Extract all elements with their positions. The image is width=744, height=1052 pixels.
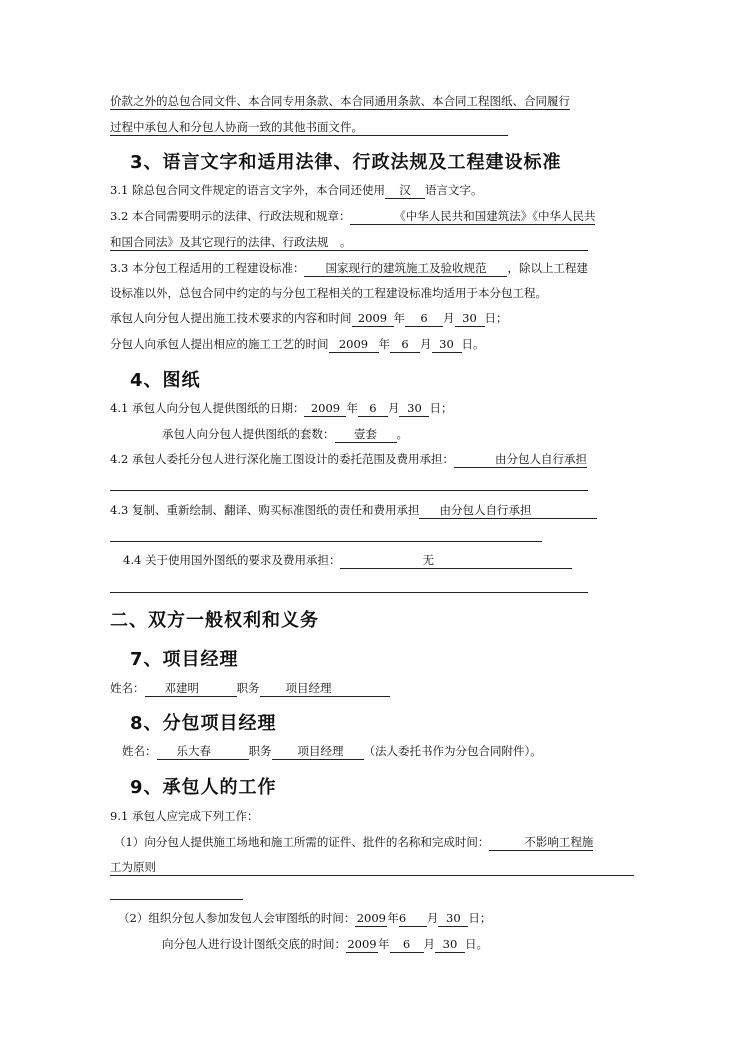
manager-title-field: 项目经理 xyxy=(260,681,390,697)
clause-9-1: 9.1 承包人应完成下列工作： xyxy=(110,809,259,823)
drawing-sets-field: 壹套 xyxy=(335,427,397,443)
sub-manager-name-field: 乐大春 xyxy=(157,744,249,760)
year-unit: 年 xyxy=(393,311,405,325)
day-unit: 日； xyxy=(484,311,508,325)
day-unit: 日。 xyxy=(461,337,485,351)
standards-field: 国家现行的建筑施工及验收规范 xyxy=(304,261,507,277)
clause-4-4-label: 4.4 关于使用国外图纸的要求及费用承担： xyxy=(123,553,341,567)
process-date-label: 分包人向承包人提出相应的施工工艺的时间 xyxy=(110,337,329,351)
clause-3-3-label: 3.3 本分包工程适用的工程建设标准： xyxy=(110,261,305,275)
day-unit: 日； xyxy=(429,401,453,415)
process-date xyxy=(110,336,485,353)
clause-3-1-suffix: 语言文字。 xyxy=(424,183,483,197)
clause-3-3-line2: 设标准以外，总包合同中约定的与分包工程相关的工程建设标准均适用于本分包工程。 xyxy=(110,286,547,300)
clause-3-2 xyxy=(110,208,595,225)
month-unit: 月 xyxy=(443,311,455,325)
drawing-sets xyxy=(162,426,408,443)
clause-3-2-label: 3.2 本合同需要明示的法律、行政法规和规章： xyxy=(110,209,351,223)
clause-4-2-label: 4.2 承包人委托分包人进行深化施工图设计的委托范围及费用承担： xyxy=(110,452,454,466)
clause-3-3 xyxy=(110,260,588,277)
year-unit: 年 xyxy=(378,937,390,951)
day-unit: 日； xyxy=(468,911,492,925)
copy-cost-field: 由分包人自行承担 xyxy=(419,503,597,519)
item-1-label: （1）向分包人提供施工场地和施工所需的证件、批件的名称和完成时间： xyxy=(114,835,490,849)
blank-line xyxy=(110,541,542,542)
name-label: 姓名： xyxy=(122,744,157,758)
language-field: 汉 xyxy=(385,183,425,199)
year-unit: 年 xyxy=(378,337,390,351)
month-field: 6 xyxy=(405,311,443,327)
clause-4-1-label: 4.1 承包人向分包人提供图纸的日期： xyxy=(110,401,305,415)
month-unit: 月 xyxy=(423,937,435,951)
day-unit: 日。 xyxy=(465,937,488,951)
sub-manager-note: （法人委托书作为分包合同附件）。 xyxy=(363,744,542,758)
year-field: 2009 xyxy=(356,911,386,925)
day-field: 30 xyxy=(438,911,468,927)
item-1-cont xyxy=(110,859,634,876)
blank-line xyxy=(110,490,588,491)
year-field: 2009 xyxy=(304,401,346,417)
intro-line-2 xyxy=(110,119,508,136)
year-unit: 年 xyxy=(387,911,399,925)
clause-3-1 xyxy=(110,182,482,199)
month-unit: 月 xyxy=(387,401,400,415)
title-label: 职务 xyxy=(248,744,272,758)
month-field: 6 xyxy=(399,911,427,927)
day-field: 30 xyxy=(399,401,429,417)
section-4-heading: 4、图纸 xyxy=(130,370,201,391)
item-1-field-cont: 工为原则 xyxy=(110,860,634,876)
year-field: 2009 xyxy=(347,937,377,951)
section-9-heading: 9、承包人的工作 xyxy=(130,777,277,798)
month-field: 6 xyxy=(358,401,388,417)
name-label: 姓名： xyxy=(110,681,145,695)
day-field: 30 xyxy=(455,311,485,327)
section-8-heading: 8、分包项目经理 xyxy=(130,713,277,734)
footnote-separator xyxy=(110,899,243,900)
month-field: 6 xyxy=(390,337,420,353)
drawing-sets-label: 承包人向分包人提供图纸的套数： xyxy=(162,427,335,441)
clause-3-1-label: 3.1 除总包合同文件规定的语言文字外，本合同还使用 xyxy=(110,183,385,197)
intro-text-1: 价款之外的总包合同文件、本合同专用条款、本合同通用条款、本合同工程图纸、合同履行 xyxy=(110,94,570,108)
title-label: 职务 xyxy=(236,681,260,695)
intro-line-1 xyxy=(110,93,570,110)
year-field: 2009 xyxy=(352,311,394,327)
part-2-heading: 二、双方一般权利和义务 xyxy=(110,610,319,631)
intro-text-2: 过程中承包人和分包人协商一致的其他书面文件。 xyxy=(110,120,508,136)
clause-4-1 xyxy=(110,400,452,417)
section-3-heading: 3、语言文字和适用法律、行政法规及工程建设标准 xyxy=(130,152,562,173)
month-field: 6 xyxy=(390,937,424,953)
sub-manager-title-field: 项目经理 xyxy=(272,744,364,760)
clause-3-2-cont xyxy=(110,234,588,251)
laws-field-1: 《中华人民共和国建筑法》《中华人民共 xyxy=(350,209,595,225)
project-manager xyxy=(110,680,390,697)
section-7-heading: 7、项目经理 xyxy=(130,649,239,670)
day-field: 30 xyxy=(432,337,462,353)
tech-requirement-date xyxy=(110,310,508,327)
year-field: 2009 xyxy=(329,337,379,353)
clause-4-4 xyxy=(123,552,572,569)
foreign-drawings-field: 无 xyxy=(340,553,572,569)
day-field: 30 xyxy=(435,937,465,953)
month-unit: 月 xyxy=(426,911,439,925)
tech-requirement-label: 承包人向分包人提出施工技术要求的内容和时间 xyxy=(110,311,352,325)
manager-name-field: 邓建明 xyxy=(145,681,237,697)
design-cost-field: 由分包人自行承担 xyxy=(454,452,587,468)
item-2-label: （2）组织分包人参加发包人会审图纸的时间： xyxy=(118,911,356,925)
drawing-sets-suffix: 。 xyxy=(396,427,408,441)
item-1-field: 不影响工程施 xyxy=(489,835,593,851)
item-2b-label: 向分包人进行设计图纸交底的时间： xyxy=(162,937,346,951)
clause-4-3-label: 4.3 复制、重新绘制、翻译、购买标准图纸的责任和费用承担 xyxy=(110,503,420,517)
blank-line xyxy=(110,592,588,593)
clause-3-3-suffix: ，除以上工程建 xyxy=(507,261,588,275)
item-2 xyxy=(118,910,491,927)
sub-project-manager xyxy=(122,743,542,760)
month-unit: 月 xyxy=(420,337,432,351)
clause-4-2 xyxy=(110,451,587,468)
laws-field-2: 和国合同法》及其它现行的法律、行政法规 。 xyxy=(110,235,588,251)
item-2b xyxy=(162,936,488,953)
clause-4-3 xyxy=(110,502,597,519)
year-unit: 年 xyxy=(346,401,358,415)
item-1 xyxy=(114,834,593,851)
